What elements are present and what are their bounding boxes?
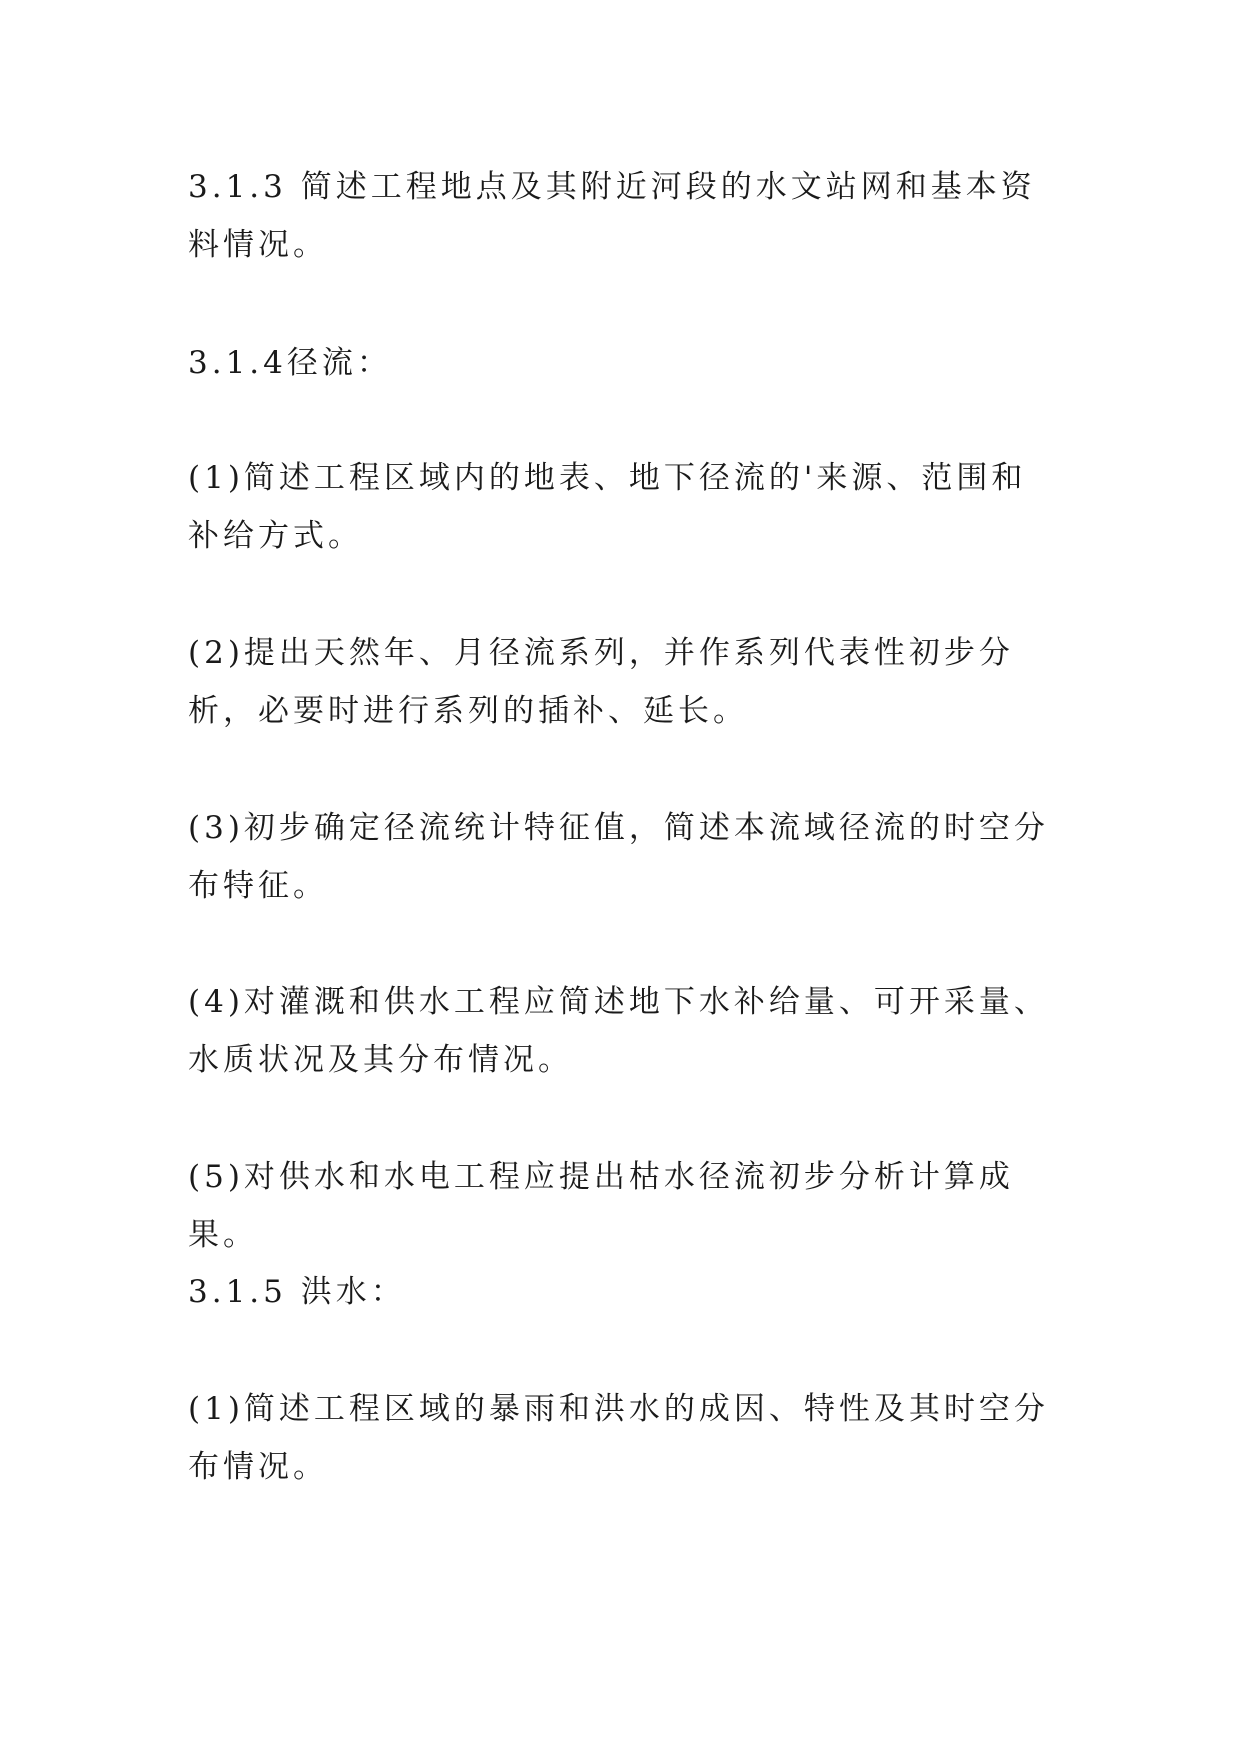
runoff-item-3: (3)初步确定径流统计特征值，简述本流域径流的时空分布特征。 [188, 810, 1049, 904]
section-3-1-5-heading: 3.1.5 洪水： [188, 1274, 406, 1310]
runoff-item-1: (1)简述工程区域内的地表、地下径流的'来源、范围和补给方式。 [188, 460, 1027, 554]
flood-item-1: (1)简述工程区域的暴雨和洪水的成因、特性及其时空分布情况。 [188, 1391, 1049, 1485]
runoff-item-5: (5)对供水和水电工程应提出枯水径流初步分析计算成果。 [188, 1159, 1014, 1253]
section-3-1-3-paragraph: 3.1.3 简述工程地点及其附近河段的水文站网和基本资料情况。 [188, 169, 1036, 263]
section-3-1-4-heading: 3.1.4径流： [188, 345, 392, 381]
runoff-item-4: (4)对灌溉和供水工程应简述地下水补给量、可开采量、水质状况及其分布情况。 [188, 984, 1049, 1078]
runoff-item-2: (2)提出天然年、月径流系列，并作系列代表性初步分析，必要时进行系列的插补、延长。 [188, 635, 1014, 729]
